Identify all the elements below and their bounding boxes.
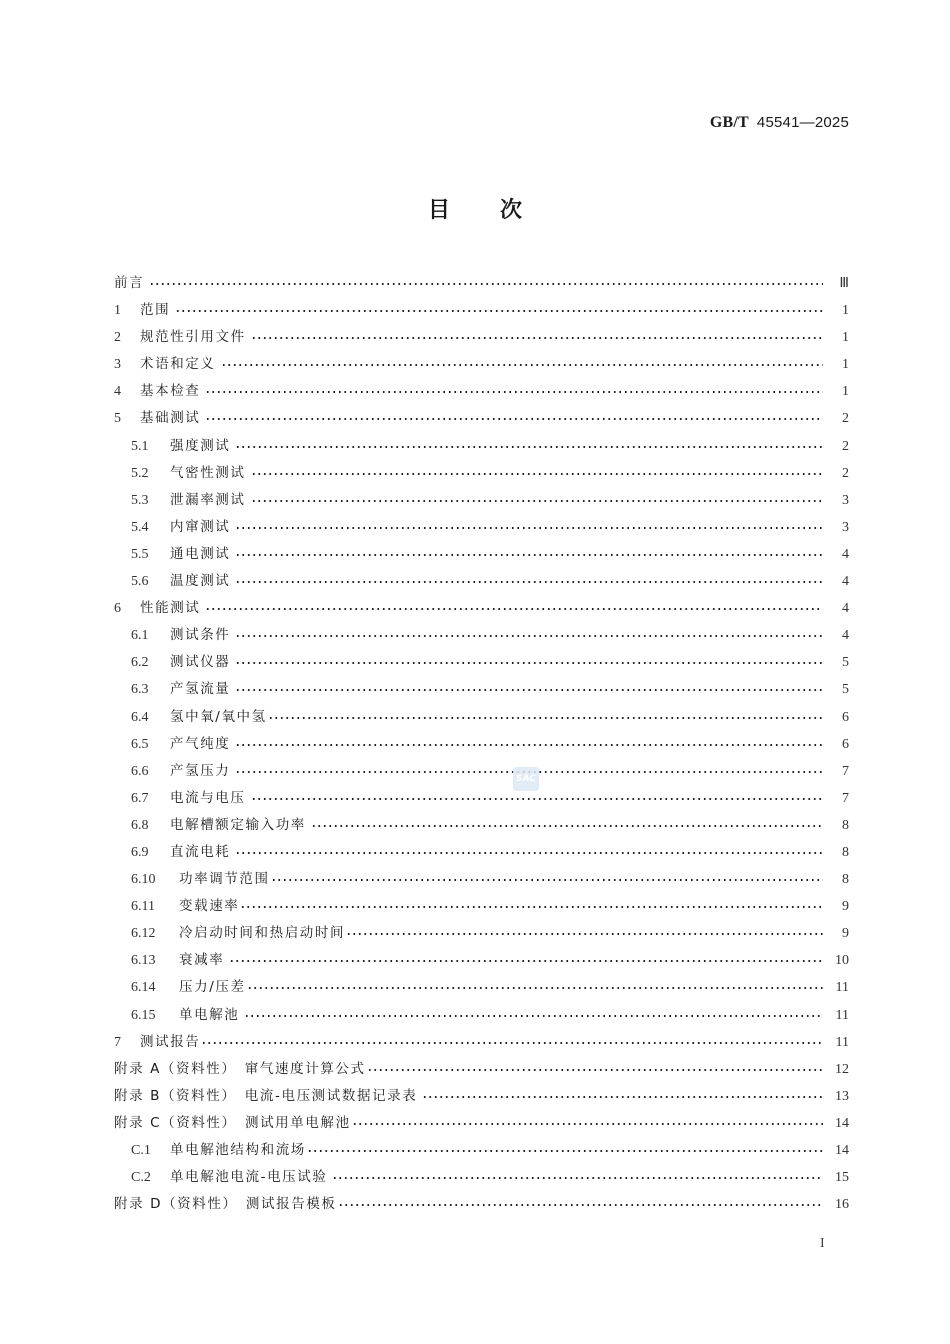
toc-appendix-d[interactable] bbox=[114, 1191, 849, 1218]
toc-section-number: 6.14 bbox=[131, 980, 156, 996]
toc-subentry[interactable] bbox=[114, 947, 849, 974]
toc-entry-title: 强度测试 bbox=[170, 437, 231, 454]
toc-entry-title: 气密性测试 bbox=[170, 464, 246, 481]
toc-entry-title: 单电解池 bbox=[179, 1006, 240, 1023]
toc-entry-title: 规范性引用文件 bbox=[140, 329, 246, 346]
toc-section-number: 6 bbox=[114, 601, 121, 617]
toc-subentry[interactable] bbox=[114, 676, 849, 703]
toc-section-number: 1 bbox=[114, 303, 121, 319]
toc-entry-preface[interactable] bbox=[114, 270, 849, 297]
dot-leader bbox=[175, 297, 823, 324]
toc-subentry[interactable] bbox=[114, 1164, 849, 1191]
toc-entry-title: 附录 A（资料性） 窜气速度计算公式 bbox=[114, 1060, 366, 1077]
toc-entry-title: 测试报告 bbox=[140, 1033, 201, 1050]
dot-leader bbox=[235, 731, 823, 758]
toc-section-number: 5.5 bbox=[131, 546, 149, 562]
toc-page-number: 6 bbox=[842, 736, 849, 752]
toc-appendix-a[interactable] bbox=[114, 1056, 849, 1083]
dot-leader bbox=[338, 1191, 823, 1218]
toc-section-number: 5 bbox=[114, 411, 121, 427]
dot-leader bbox=[235, 541, 823, 568]
title-char-1: 目 bbox=[427, 198, 450, 223]
toc-subentry[interactable] bbox=[114, 920, 849, 947]
toc-subentry[interactable] bbox=[114, 460, 849, 487]
toc-entry-title: 基础测试 bbox=[140, 410, 201, 427]
page-title bbox=[0, 193, 950, 224]
toc-entry-title: 测试仪器 bbox=[170, 654, 231, 671]
toc-section-number: 6.8 bbox=[131, 817, 149, 833]
toc-subentry[interactable] bbox=[114, 1002, 849, 1029]
toc-appendix-b[interactable] bbox=[114, 1083, 849, 1110]
toc-section-number: 6.13 bbox=[131, 953, 156, 969]
toc-page-number: 15 bbox=[835, 1170, 849, 1186]
toc-page-number: 1 bbox=[842, 384, 849, 400]
toc-section-number: 2 bbox=[114, 330, 121, 346]
dot-leader bbox=[235, 649, 823, 676]
toc-section-number: 6.1 bbox=[131, 628, 149, 644]
toc-entry-title: 温度测试 bbox=[170, 573, 231, 590]
dot-leader bbox=[244, 1002, 823, 1029]
toc-page-number: 7 bbox=[842, 763, 849, 779]
toc-entry-title: 附录 C（资料性） 测试用单电解池 bbox=[114, 1114, 351, 1131]
toc-entry-title: 测试条件 bbox=[170, 627, 231, 644]
toc-entry-title: 前言 bbox=[114, 275, 145, 291]
page-number-footer: I bbox=[820, 1236, 825, 1251]
toc-page-number: 6 bbox=[842, 709, 849, 725]
toc-entry[interactable] bbox=[114, 378, 849, 405]
dot-leader bbox=[205, 595, 823, 622]
dot-leader bbox=[205, 405, 823, 432]
toc-entry[interactable] bbox=[114, 297, 849, 324]
toc-entry-title: 产氢流量 bbox=[170, 681, 231, 698]
standard-prefix: GB/T bbox=[709, 114, 749, 131]
toc-page-number: 3 bbox=[842, 492, 849, 508]
toc-subentry[interactable] bbox=[114, 704, 849, 731]
toc-page-number: 13 bbox=[835, 1088, 849, 1104]
toc-section-number: 6.11 bbox=[131, 899, 155, 915]
toc-entry-title: 功率调节范围 bbox=[179, 871, 270, 888]
toc-entry[interactable] bbox=[114, 324, 849, 351]
toc-entry-title: 衰减率 bbox=[179, 952, 225, 969]
dot-leader bbox=[149, 270, 823, 297]
dot-leader bbox=[367, 1056, 823, 1083]
toc-section-number: 5.3 bbox=[131, 492, 149, 508]
dot-leader bbox=[240, 893, 823, 920]
toc-page-number: 5 bbox=[842, 682, 849, 698]
standard-number: 45541—2025 bbox=[756, 114, 849, 131]
dot-leader bbox=[422, 1083, 823, 1110]
toc-page-number: 9 bbox=[842, 926, 849, 942]
toc-entry-title: 内窜测试 bbox=[170, 518, 231, 535]
toc-entry[interactable] bbox=[114, 595, 849, 622]
toc-page-number: 2 bbox=[842, 465, 849, 481]
dot-leader bbox=[251, 324, 823, 351]
table-of-contents bbox=[114, 270, 849, 1218]
sac-watermark-logo: SAC bbox=[513, 767, 539, 791]
toc-section-number: 5.2 bbox=[131, 465, 149, 481]
toc-section-number: 6.7 bbox=[131, 790, 149, 806]
toc-entry[interactable] bbox=[114, 351, 849, 378]
toc-subentry[interactable] bbox=[114, 839, 849, 866]
toc-subentry[interactable] bbox=[114, 541, 849, 568]
toc-section-number: 6.12 bbox=[131, 926, 156, 942]
toc-entry-title: 产气纯度 bbox=[170, 735, 231, 752]
dot-leader bbox=[346, 920, 823, 947]
toc-page-number: 2 bbox=[842, 438, 849, 454]
dot-leader bbox=[229, 947, 823, 974]
toc-page-number: Ⅲ bbox=[839, 276, 849, 291]
toc-section-number: 3 bbox=[114, 357, 121, 373]
toc-page-number: 11 bbox=[835, 1034, 849, 1050]
toc-entry-title: 性能测试 bbox=[140, 600, 201, 617]
toc-entry-title: 单电解池结构和流场 bbox=[170, 1142, 306, 1158]
toc-section-number: 6.5 bbox=[131, 736, 149, 752]
toc-entry[interactable] bbox=[114, 405, 849, 432]
toc-subentry[interactable] bbox=[114, 1137, 849, 1164]
toc-entry-title: 附录 D（资料性） 测试报告模板 bbox=[114, 1196, 337, 1213]
toc-section-number: 5.4 bbox=[131, 519, 149, 535]
toc-section-number: 7 bbox=[114, 1034, 121, 1050]
dot-leader bbox=[271, 866, 823, 893]
toc-entry-title: 术语和定义 bbox=[140, 356, 216, 373]
toc-entry-title: 泄漏率测试 bbox=[170, 491, 246, 508]
dot-leader bbox=[221, 351, 824, 378]
toc-section-number: 6.10 bbox=[131, 872, 156, 888]
dot-leader bbox=[307, 1137, 823, 1164]
toc-page-number: 16 bbox=[835, 1197, 849, 1213]
toc-section-number: C.2 bbox=[131, 1170, 151, 1186]
dot-leader bbox=[201, 1029, 823, 1056]
standard-code bbox=[710, 113, 849, 132]
toc-entry-title: 直流电耗 bbox=[170, 843, 231, 860]
toc-page-number: 14 bbox=[835, 1115, 849, 1131]
toc-page-number: 11 bbox=[835, 980, 849, 996]
toc-page-number: 8 bbox=[842, 844, 849, 860]
toc-entry-title: 通电测试 bbox=[170, 545, 231, 562]
toc-subentry[interactable] bbox=[114, 866, 849, 893]
toc-subentry[interactable] bbox=[114, 893, 849, 920]
toc-page-number: 2 bbox=[842, 411, 849, 427]
toc-page-number: 10 bbox=[835, 953, 849, 969]
dot-leader bbox=[235, 433, 823, 460]
toc-subentry[interactable] bbox=[114, 487, 849, 514]
toc-subentry[interactable] bbox=[114, 433, 849, 460]
toc-page-number: 12 bbox=[835, 1061, 849, 1077]
dot-leader bbox=[251, 460, 824, 487]
toc-section-number: 5.6 bbox=[131, 574, 149, 590]
toc-section-number: 4 bbox=[114, 384, 121, 400]
toc-section-number: 6.9 bbox=[131, 844, 149, 860]
toc-subentry[interactable] bbox=[114, 812, 849, 839]
toc-section-number: 6.2 bbox=[131, 655, 149, 671]
toc-page-number: 1 bbox=[842, 303, 849, 319]
dot-leader bbox=[268, 704, 823, 731]
toc-subentry[interactable] bbox=[114, 974, 849, 1001]
toc-page-number: 1 bbox=[842, 357, 849, 373]
toc-entry-title: 范围 bbox=[140, 302, 171, 319]
toc-entry-title: 产氢压力 bbox=[170, 762, 231, 779]
toc-subentry[interactable] bbox=[114, 622, 849, 649]
dot-leader bbox=[311, 812, 823, 839]
dot-leader bbox=[235, 514, 823, 541]
dot-leader bbox=[205, 378, 823, 405]
toc-subentry[interactable] bbox=[114, 649, 849, 676]
toc-entry-title: 基本检查 bbox=[140, 383, 201, 400]
dot-leader bbox=[247, 974, 823, 1001]
toc-page-number: 3 bbox=[842, 519, 849, 535]
toc-section-number: 6.3 bbox=[131, 682, 149, 698]
dot-leader bbox=[352, 1110, 823, 1137]
toc-entry-title: 压力/压差 bbox=[179, 979, 246, 996]
toc-section-number: C.1 bbox=[131, 1143, 151, 1158]
toc-entry-title: 变载速率 bbox=[179, 898, 240, 915]
toc-page-number: 4 bbox=[842, 601, 849, 617]
toc-appendix-c[interactable] bbox=[114, 1110, 849, 1137]
toc-page-number: 4 bbox=[842, 628, 849, 644]
toc-page-number: 8 bbox=[842, 817, 849, 833]
toc-entry-title: 附录 B（资料性） 电流-电压测试数据记录表 bbox=[114, 1087, 418, 1104]
toc-page-number: 14 bbox=[835, 1143, 849, 1158]
dot-leader bbox=[235, 839, 823, 866]
toc-page-number: 5 bbox=[842, 655, 849, 671]
toc-subentry[interactable] bbox=[114, 731, 849, 758]
toc-section-number: 5.1 bbox=[131, 438, 149, 454]
dot-leader bbox=[251, 487, 824, 514]
toc-entry[interactable] bbox=[114, 1029, 849, 1056]
toc-entry-title: 氢中氧/氧中氢 bbox=[170, 708, 267, 725]
toc-subentry[interactable] bbox=[114, 785, 849, 812]
dot-leader bbox=[235, 622, 823, 649]
toc-subentry[interactable] bbox=[114, 568, 849, 595]
toc-entry-title: 电解槽额定输入功率 bbox=[170, 816, 306, 833]
toc-page-number: 9 bbox=[842, 899, 849, 915]
toc-page-number: 7 bbox=[842, 790, 849, 806]
toc-subentry[interactable] bbox=[114, 514, 849, 541]
toc-page-number: 1 bbox=[842, 330, 849, 346]
toc-page-number: 4 bbox=[842, 546, 849, 562]
toc-page-number: 4 bbox=[842, 574, 849, 590]
dot-leader bbox=[235, 568, 823, 595]
toc-entry-title: 电流与电压 bbox=[170, 789, 246, 806]
toc-page-number: 8 bbox=[842, 872, 849, 888]
dot-leader bbox=[332, 1164, 823, 1191]
title-char-2: 次 bbox=[500, 198, 523, 223]
toc-subentry[interactable] bbox=[114, 758, 849, 785]
toc-entry-title: 冷启动时间和热启动时间 bbox=[179, 925, 346, 942]
dot-leader bbox=[235, 676, 823, 703]
toc-section-number: 6.4 bbox=[131, 709, 149, 725]
toc-page-number: 11 bbox=[835, 1007, 849, 1023]
toc-entry-title: 单电解池电流-电压试验 bbox=[170, 1169, 328, 1186]
toc-section-number: 6.6 bbox=[131, 763, 149, 779]
toc-section-number: 6.15 bbox=[131, 1007, 156, 1023]
